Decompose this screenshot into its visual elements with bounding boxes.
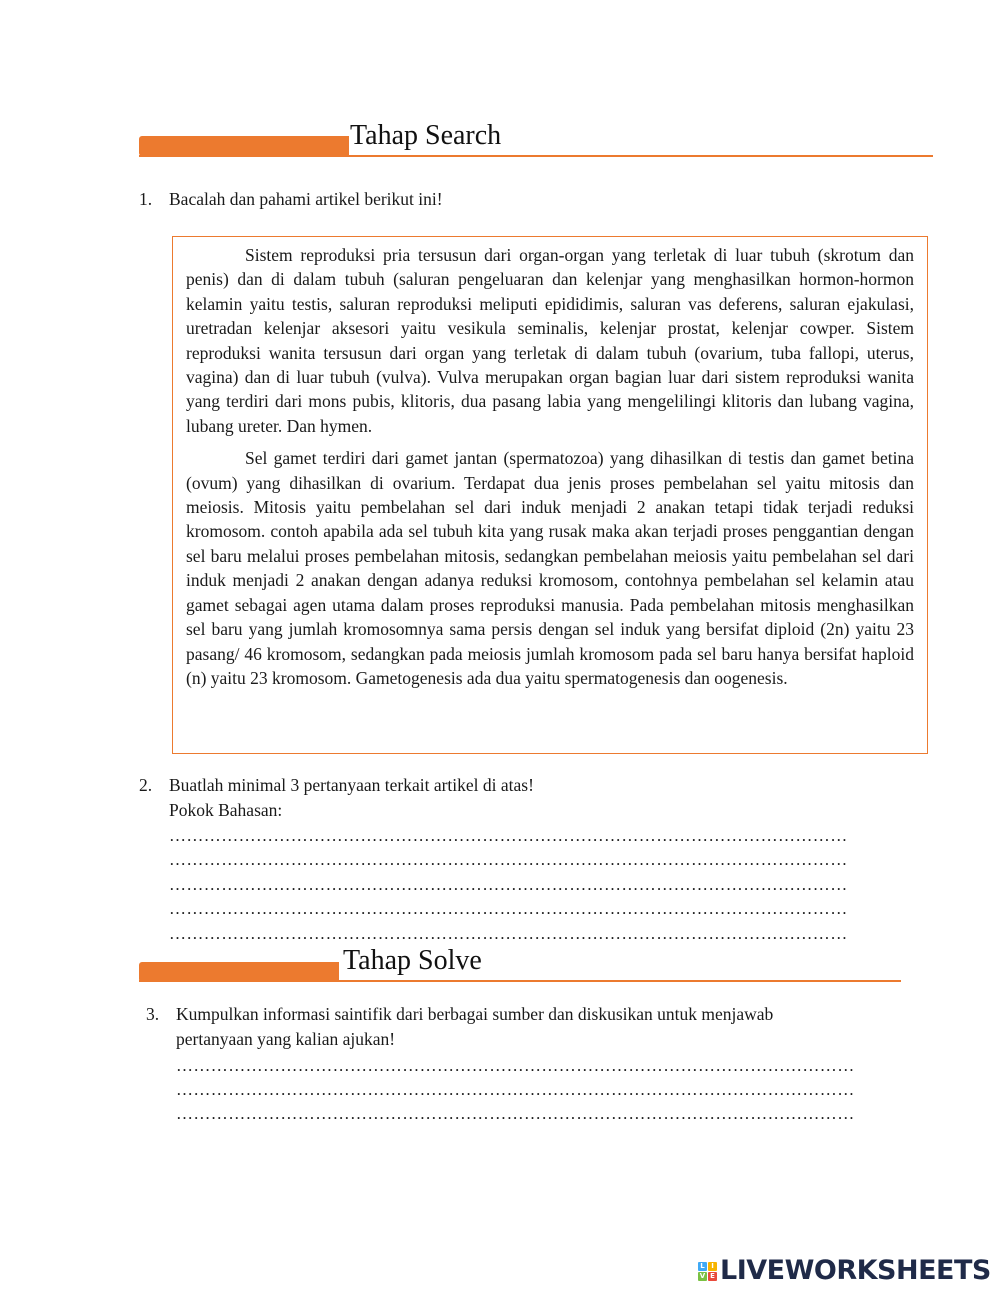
question-2-number: 2. [139,775,153,795]
liveworksheets-wordmark: LIVEWORKSHEETS [720,1255,991,1286]
q2-answer-line-3[interactable]: ……………………………………………………………………………………………………… [169,875,848,894]
q2-answer-line-2[interactable]: ……………………………………………………………………………………………………… [169,850,848,869]
liveworksheets-icon: L I V E [698,1262,717,1281]
q2-answer-line-5[interactable]: ……………………………………………………………………………………………………… [169,924,848,943]
section-search-title: Tahap Search [350,120,502,151]
article-paragraph-2: Sel gamet terdiri dari gamet jantan (spermatozoa) yang dihasilkan di testis dan gamet betina (ovum) yang dihasilkan di ovarium. Terdapat dua jenis proses pembelahan sel yaitu mitosis dan meiosis. Mitosis yaitu pembelahan sel dari induk menjadi 2 anakan tetapi tidak terjadi reduksi kromosom. contoh apabila ada sel tubuh kita yang rusak maka akan terjadi proses penggantian dengan sel baru melalui proses pembelahan mitosis, sedangkan pembelahan meiosis yaitu pembelahan sel dari induk menjadi 2 anakan dengan adanya reduksi kromosom, contohnya pembelahan sel kelamin atau gamet sebagai agen utama dalam proses reproduksi manusia. Pada pembelahan mitosis menghasilkan sel baru yang jumlah kromosomnya sama persis dengan sel induk yang bersifat diploid (2n) yaitu 23 pasang/ 46 kromosom, sedangkan pada meiosis jumlah kromosom pada sel baru hanya bersifat haploid (n) yaitu 23 kromosom. Gametogenesis ada dua yaitu spermatogenesis dan oogenesis. [186,448,914,688]
question-1-text: Bacalah dan pahami artikel berikut ini! [169,189,443,209]
q3-answer-line-1[interactable]: ……………………………………………………………………………………………………… [176,1056,855,1075]
question-2-text: Buatlah minimal 3 pertanyaan terkait artikel di atas! [169,775,534,795]
q2-answer-line-1[interactable]: ……………………………………………………………………………………………………… [169,826,848,845]
section-solve-title: Tahap Solve [343,945,482,976]
question-3 [146,1003,773,1026]
section-search-bar [139,136,349,156]
question-2 [139,774,534,797]
question-3-text-continued: pertanyaan yang kalian ajukan! [176,1029,396,1049]
q2-answer-line-4[interactable]: ……………………………………………………………………………………………………… [169,899,848,918]
question-1-number: 1. [139,189,153,209]
section-solve-rule [139,980,901,982]
question-3-number: 3. [146,1004,160,1024]
q3-answer-line-3[interactable]: ……………………………………………………………………………………………………… [176,1104,855,1123]
liveworksheets-logo [698,1257,991,1285]
article-box [172,236,928,754]
section-search-rule [139,155,933,157]
article-paragraph-1: Sistem reproduksi pria tersusun dari organ-organ yang terletak di luar tubuh (skrotum dan penis) dan di dalam tubuh (saluran pengeluaran dan kelenjar yang menghasilkan hormon-hormon kelamin yaitu testis, saluran reproduksi meliputi epididimis, saluran vas deferens, saluran ejakulasi, uretradan kelenjar aksesori yaitu vesikula seminalis, kelenjar prostat, kelenjar cowper. Sistem reproduksi wanita tersusun dari organ yang terletak di dalam tubuh (ovarium, tuba fallopi, uterus, vagina) dan di luar tubuh (vulva). Vulva merupakan organ bagian luar dari sistem reproduksi wanita yang terdiri dari mons pubis, klitoris, dua pasang labia yang mengelilingi klitoris dan lubang vagina, lubang ureter. Dan hymen. [186,245,914,436]
question-1 [139,188,443,211]
question-2-sublabel: Pokok Bahasan: [169,800,283,820]
question-3-text: Kumpulkan informasi saintifik dari berbagai sumber dan diskusikan untuk menjawab [176,1004,774,1024]
section-solve-bar [139,962,339,982]
q3-answer-line-2[interactable]: ……………………………………………………………………………………………………… [176,1080,855,1099]
